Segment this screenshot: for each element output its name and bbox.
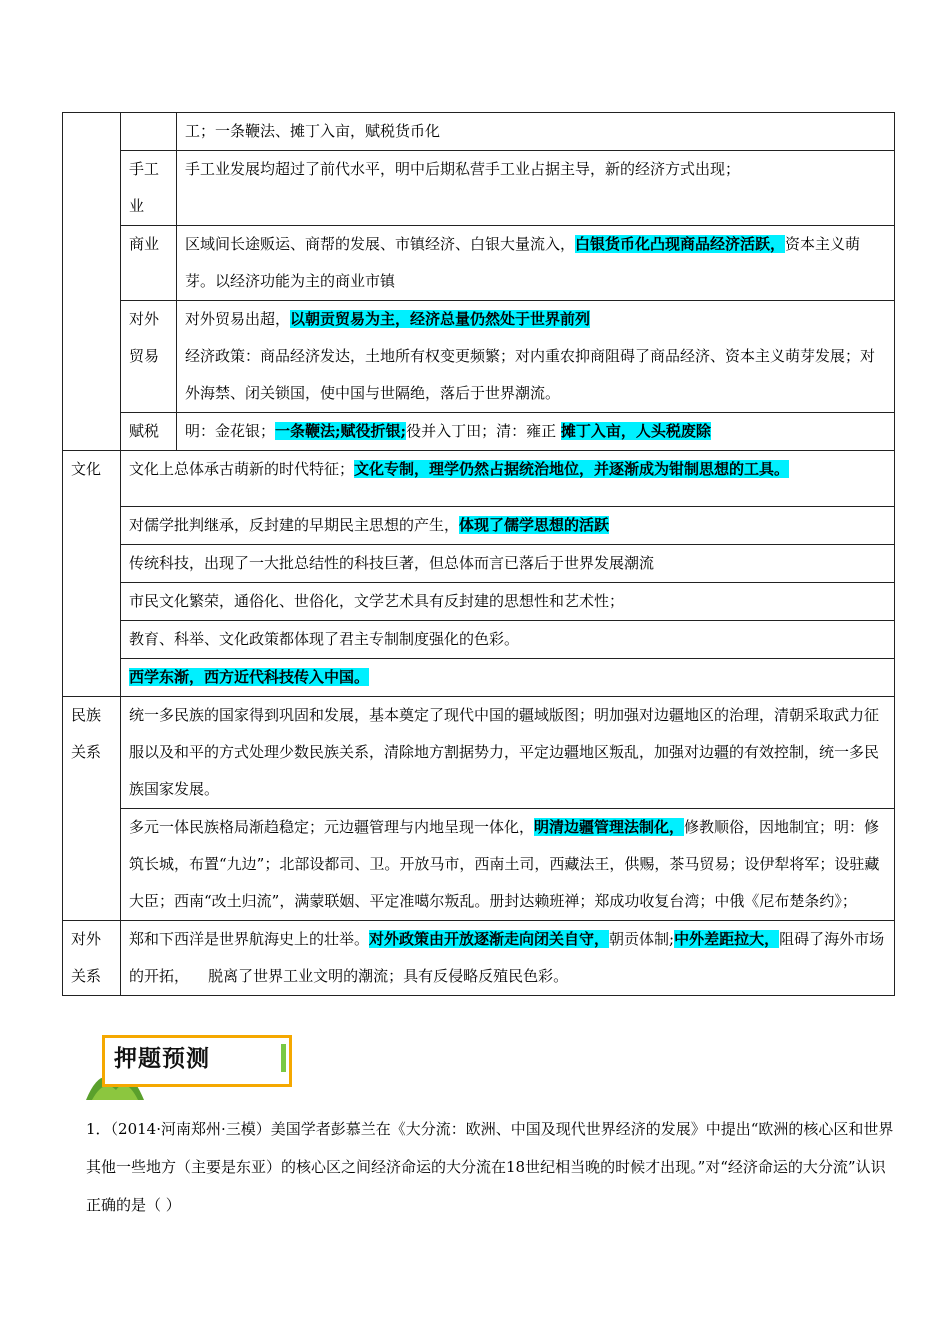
content-cell: 手工业发展均超过了前代水平，明中后期私营手工业占据主导，新的经济方式出现； <box>177 151 895 226</box>
table-row <box>63 413 895 451</box>
content-cell: 对儒学批判继承，反封建的早期民主思想的产生，体现了儒学思想的活跃 <box>121 507 895 545</box>
highlighted-text: 摊丁入亩，人头税废除 <box>560 422 711 440</box>
content-cell: 统一多民族的国家得到巩固和发展，基本奠定了现代中国的疆域版图；明加强对边疆地区的治理，清朝采取武力征服以及和平的方式处理少数民族关系，清除地方割据势力，平定边疆地区叛乱，加强对边疆的有效控制，统一多民族国家发展。 <box>121 697 895 809</box>
history-summary-table <box>62 112 895 996</box>
subsection-label: 赋税 <box>121 413 177 451</box>
content-cell: 郑和下西洋是世界航海史上的壮举。对外政策由开放逐渐走向闭关自守，朝贡体制;中外差距拉大，阻碍了海外市场的开拓， 脱离了世界工业文明的潮流；具有反侵略反殖民色彩。 <box>121 921 895 996</box>
content-cell: 市民文化繁荣，通俗化、世俗化，文学艺术具有反封建的思想性和艺术性； <box>121 583 895 621</box>
section-label-culture: 文化 <box>63 451 121 697</box>
table-row <box>63 301 895 413</box>
table-row <box>63 113 895 151</box>
content-cell: 多元一体民族格局渐趋稳定；元边疆管理与内地呈现一体化，明清边疆管理法制化，修教顺俗，因地制宜；明：修筑长城，布置“九边”；北部设都司、卫。开放马市，西南土司，西藏法王，供赐，茶马贸易；设伊犁将军；设驻藏大臣；西南“改土归流”，满蒙联姻、平定准噶尔叛乱。册封达赖班禅；郑成功收复台湾；中俄《尼布楚条约》； <box>121 809 895 921</box>
subsection-label: 对外贸易 <box>121 301 177 413</box>
highlighted-text: 体现了儒学思想的活跃 <box>459 516 610 534</box>
table-row <box>63 226 895 301</box>
content-cell: 明：金花银；一条鞭法;赋役折银;役并入丁田；清：雍正 摊丁入亩，人头税废除 <box>177 413 895 451</box>
content-cell: 文化上总体承古萌新的时代特征；文化专制，理学仍然占据统治地位，并逐渐成为钳制思想的工具。 <box>121 451 895 507</box>
highlighted-text: 以朝贡贸易为主，经济总量仍然处于世界前列 <box>290 310 591 328</box>
content-cell: 区域间长途贩运、商帮的发展、市镇经济、白银大量流入，白银货币化凸现商品经济活跃，资本主义萌芽。以经济功能为主的商业市镇 <box>177 226 895 301</box>
table-row <box>63 921 895 996</box>
subsection-label: 商业 <box>121 226 177 301</box>
table-row <box>63 621 895 659</box>
table-row <box>63 151 895 226</box>
table-row <box>63 583 895 621</box>
question-text: 1．（2014·河南郑州·三模）美国学者彭慕兰在《大分流：欧洲、中国及现代世界经济的发展》中提出“欧洲的核心区和世界其他一些地方（主要是东亚）的核心区之间经济命运的大分流在18世纪相当晚的时候才出现。”对“经济命运的大分流”认识正确的是（ ） <box>86 1120 894 1214</box>
table-row <box>63 507 895 545</box>
banner-accent-bar <box>281 1044 286 1072</box>
content-cell: 对外贸易出超，以朝贡贸易为主，经济总量仍然处于世界前列 经济政策：商品经济发达，土地所有权变更频繁；对内重农抑商阻碍了商品经济、资本主义萌芽发展；对外海禁、闭关锁国，使中国与世隔绝，落后于世界潮流。 <box>177 301 895 413</box>
highlighted-text: 对外政策由开放逐渐走向闭关自守， <box>369 930 610 948</box>
section-cell-economy <box>63 113 121 451</box>
prediction-banner <box>86 1030 301 1100</box>
highlighted-text: 明清边疆管理法制化， <box>534 818 685 836</box>
subsection-label: 手工业 <box>121 151 177 226</box>
table-row <box>63 659 895 697</box>
banner-title: 押题预测 <box>114 1046 210 1072</box>
section-label-ethnic: 民族关系 <box>63 697 121 921</box>
subsection-cell <box>121 113 177 151</box>
section-label-foreign: 对外关系 <box>63 921 121 996</box>
table-row <box>63 697 895 809</box>
content-cell: 工；一条鞭法、摊丁入亩，赋税货币化 <box>177 113 895 151</box>
table-row <box>63 451 895 507</box>
content-cell: 教育、科举、文化政策都体现了君主专制制度强化的色彩。 <box>121 621 895 659</box>
highlighted-text: 一条鞭法;赋役折银; <box>275 422 407 440</box>
content-cell: 传统科技，出现了一大批总结性的科技巨著，但总体而言已落后于世界发展潮流 <box>121 545 895 583</box>
highlighted-text: 西学东渐，西方近代科技传入中国。 <box>129 668 370 686</box>
highlighted-text: 文化专制，理学仍然占据统治地位，并逐渐成为钳制思想的工具。 <box>354 460 790 478</box>
table-row <box>63 545 895 583</box>
content-cell <box>121 659 895 697</box>
table-row <box>63 809 895 921</box>
highlighted-text: 中外差距拉大， <box>674 930 780 948</box>
highlighted-text: 白银货币化凸现商品经济活跃， <box>575 235 786 253</box>
